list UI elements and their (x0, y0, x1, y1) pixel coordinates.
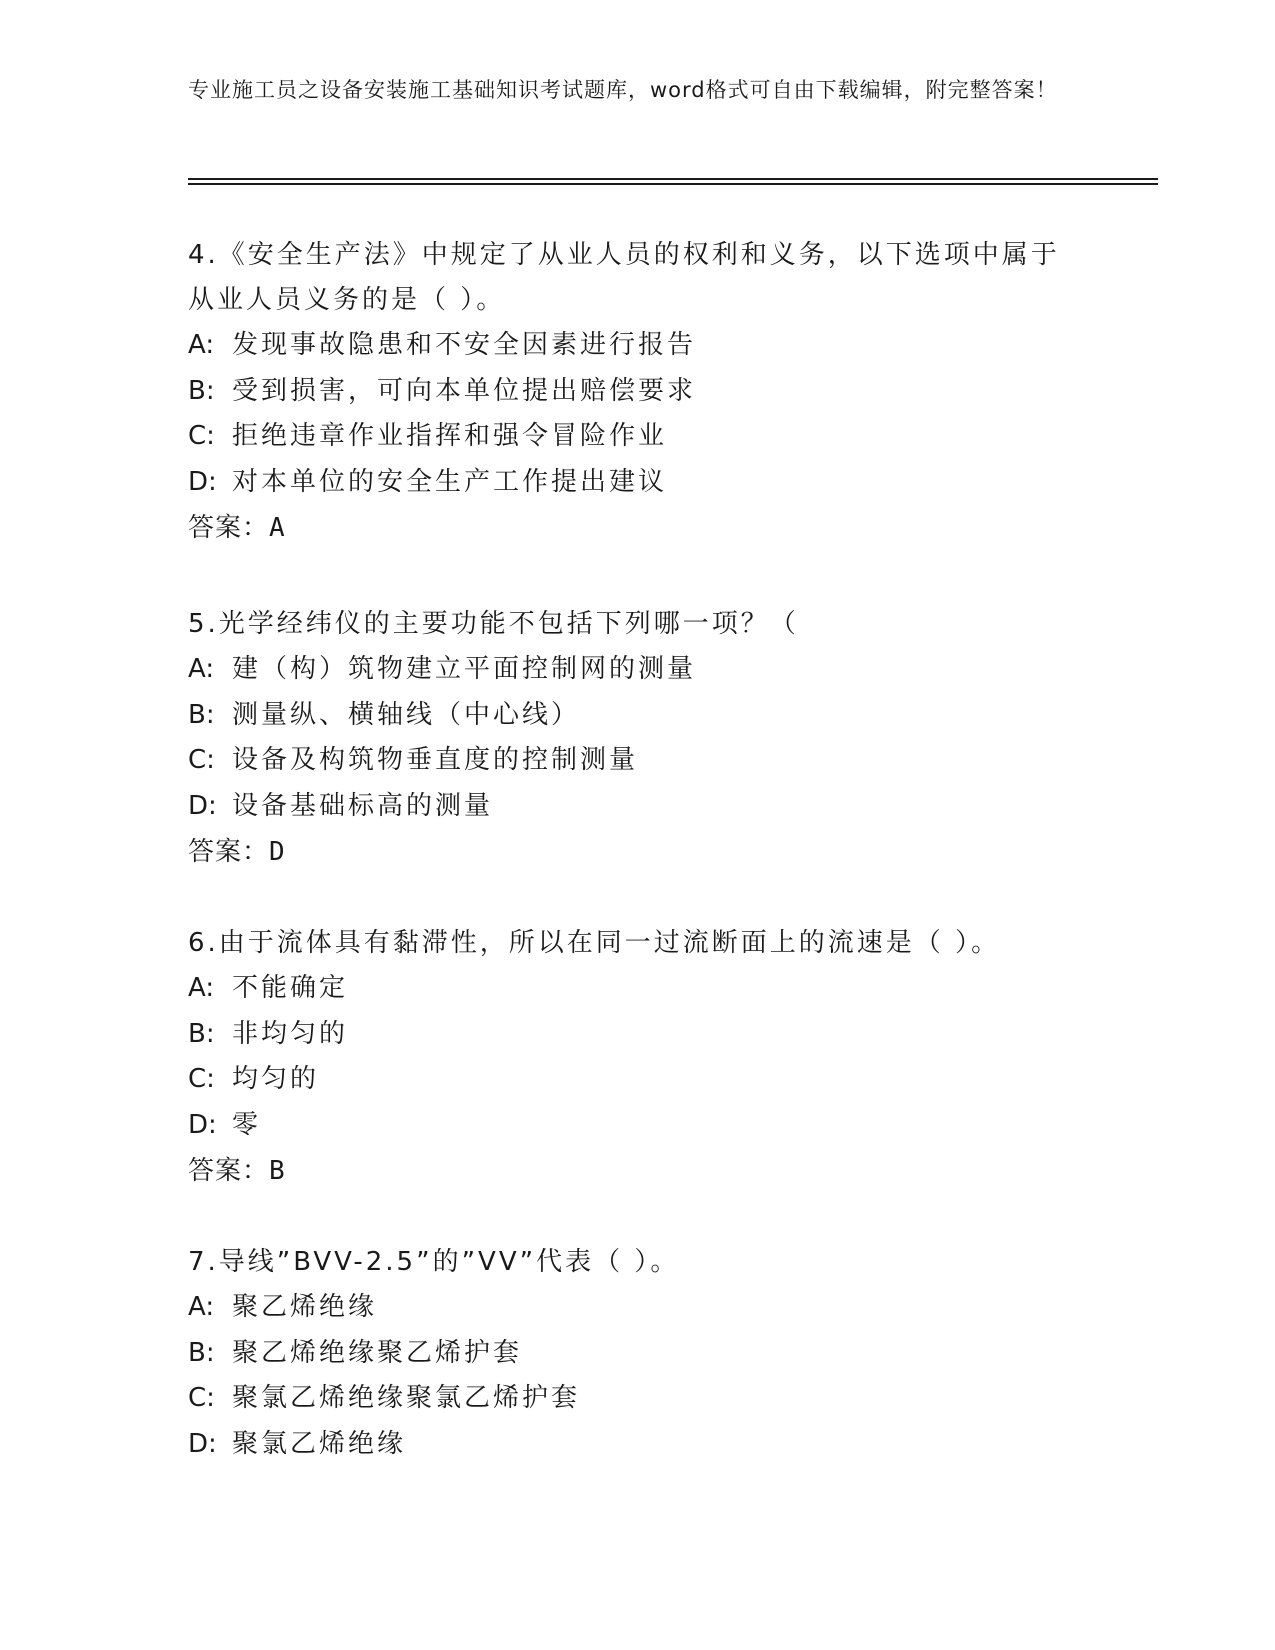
option-d (188, 784, 1088, 830)
option-key: A: (188, 973, 215, 1003)
option-text: 聚氯乙烯绝缘聚氯乙烯护套 (232, 1383, 581, 1413)
option-text: 拒绝违章作业指挥和强令冒险作业 (232, 421, 668, 451)
option-key: C: (188, 1383, 215, 1413)
option-key: A: (188, 330, 215, 360)
option-key: B: (188, 1337, 215, 1368)
question-title: 7.导线”BVV-2.5”的”VV”代表（ ）。 (188, 1247, 680, 1277)
option-key: D: (188, 790, 217, 821)
option-key: B: (188, 1018, 215, 1049)
question-4 (188, 233, 1088, 551)
option-b (188, 369, 1088, 415)
option-text: 发现事故隐患和不安全因素进行报告 (232, 330, 697, 360)
option-d (188, 1422, 1088, 1468)
question-5 (188, 602, 1088, 875)
question-title: 6.由于流体具有黏滞性，所以在同一过流断面上的流速是（ ）。 (188, 928, 1001, 958)
option-text: 聚氯乙烯绝缘 (232, 1428, 407, 1459)
header-divider-top (188, 178, 1158, 180)
header-divider-bottom (188, 183, 1158, 185)
option-a (188, 323, 1088, 369)
option-text: 聚乙烯绝缘 (232, 1292, 378, 1322)
option-key: C: (188, 421, 215, 451)
option-text: 建（构）筑物建立平面控制网的测量 (232, 654, 697, 684)
answer: 答案：B (188, 1156, 286, 1186)
option-text: 对本单位的安全生产工作提出建议 (232, 466, 668, 497)
option-key: A: (188, 654, 215, 684)
option-c (188, 1057, 1088, 1103)
option-key: C: (188, 745, 215, 775)
option-key: C: (188, 1064, 215, 1094)
option-text: 聚乙烯绝缘聚乙烯护套 (232, 1337, 523, 1368)
option-a (188, 966, 1088, 1012)
option-b (188, 1012, 1088, 1058)
option-key: D: (188, 1109, 217, 1140)
option-text: 设备基础标高的测量 (232, 790, 494, 821)
option-key: D: (188, 1428, 217, 1459)
option-text: 测量纵、横轴线（中心线） (232, 699, 581, 730)
option-d (188, 1103, 1088, 1149)
option-b (188, 693, 1088, 739)
option-text: 受到损害，可向本单位提出赔偿要求 (232, 375, 697, 406)
question-title: 5.光学经纬仪的主要功能不包括下列哪一项？（ (188, 609, 799, 639)
option-key: A: (188, 1292, 215, 1322)
option-c (188, 738, 1088, 784)
question-6 (188, 921, 1088, 1194)
document-intro: 专业施工员之设备安装施工基础知识考试题库，word格式可自由下载编辑，附完整答案！ (188, 78, 1058, 102)
option-text: 均匀的 (232, 1064, 320, 1094)
option-text: 不能确定 (232, 973, 349, 1003)
option-c (188, 1376, 1088, 1422)
option-text: 非均匀的 (232, 1018, 349, 1049)
option-a (188, 647, 1088, 693)
answer: 答案：A (188, 513, 286, 543)
option-b (188, 1331, 1088, 1377)
question-7 (188, 1240, 1088, 1467)
option-key: B: (188, 375, 215, 406)
option-text: 零 (232, 1109, 262, 1140)
option-d (188, 460, 1088, 506)
option-a (188, 1285, 1088, 1331)
option-text: 设备及构筑物垂直度的控制测量 (232, 745, 639, 775)
question-title: 4.《安全生产法》中规定了从业人员的权利和义务，以下选项中属于从业人员义务的是（ ）。 (188, 240, 1060, 315)
answer: 答案：D (188, 837, 286, 867)
option-c (188, 414, 1088, 460)
option-key: D: (188, 466, 217, 497)
option-key: B: (188, 699, 215, 730)
